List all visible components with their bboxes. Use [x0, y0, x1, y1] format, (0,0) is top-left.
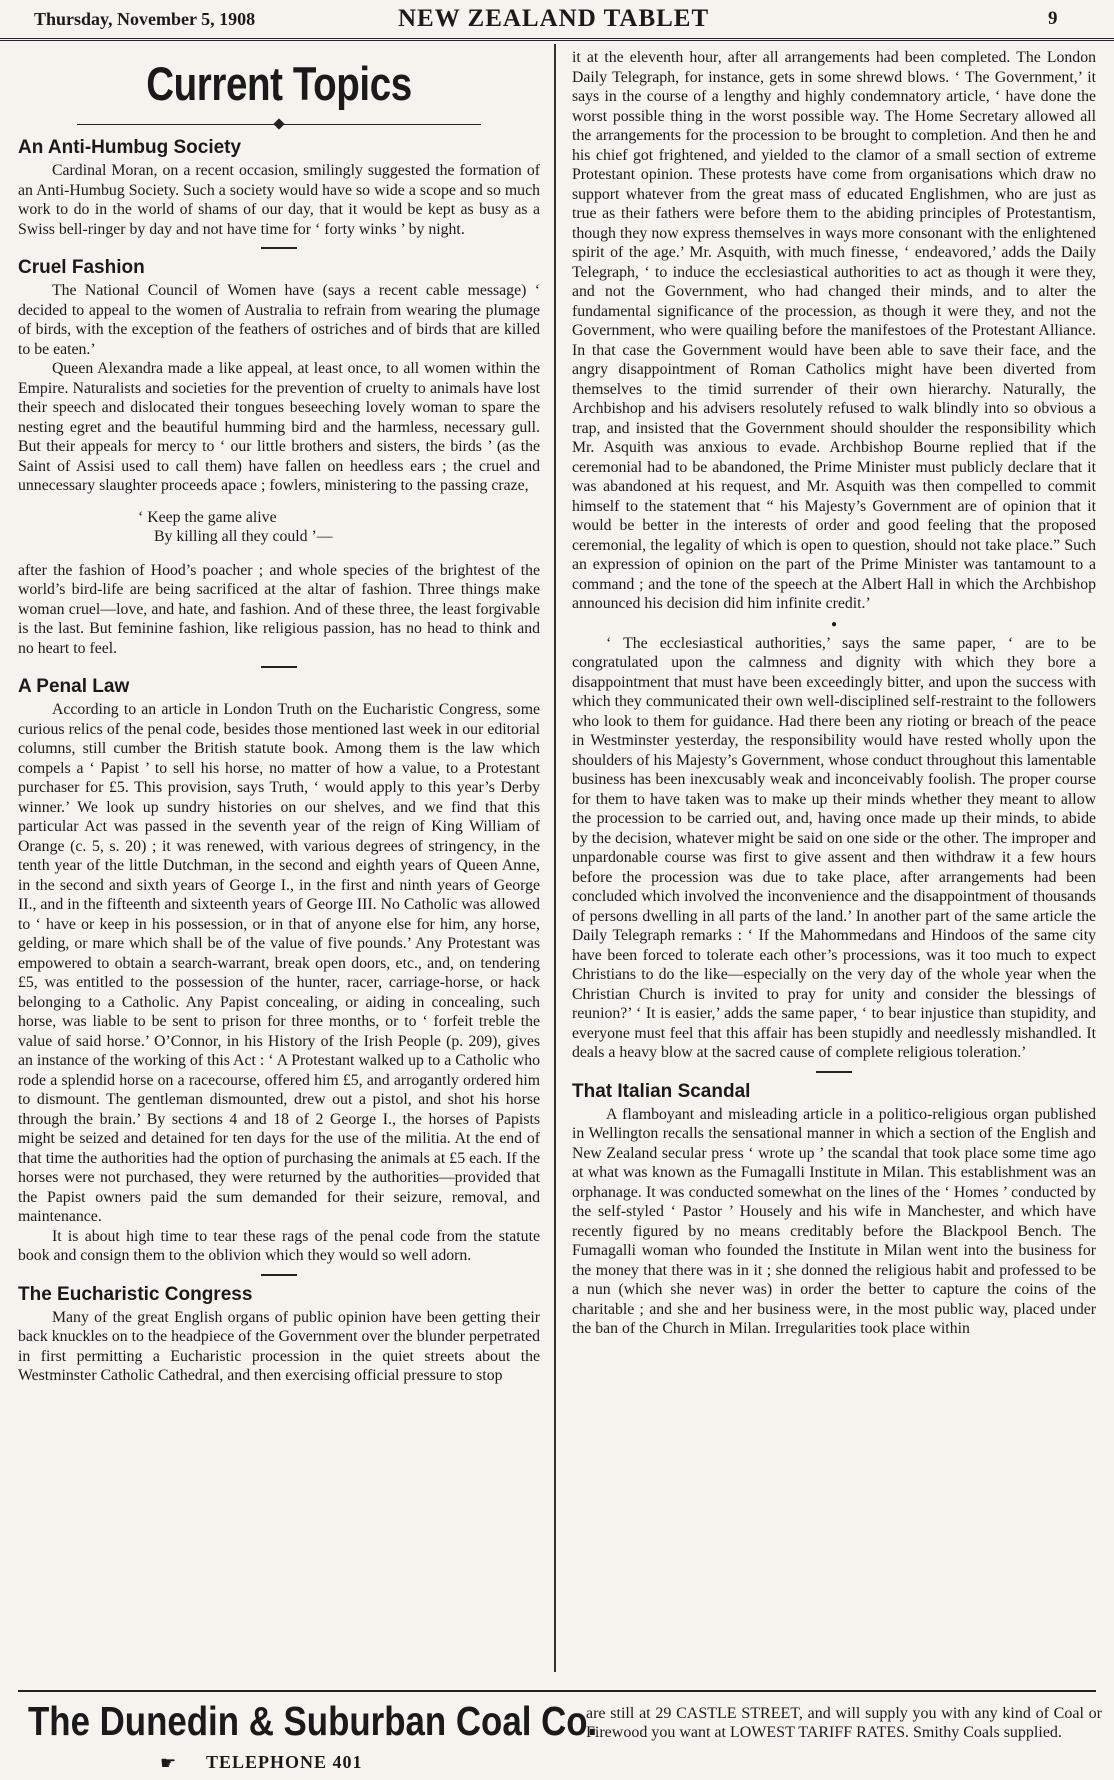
advertisement [0, 1690, 1114, 1780]
article-paragraph: Many of the great English organs of public opinion have been getting their back knuckles on to the headpiece of the Government over the blunder perpetrated in first permitting a Eucharistic procession in the quiet streets about the Westminster Catholic Cathedral, and then exercising official pressure to stop [18, 1308, 540, 1384]
ad-telephone: TELEPHONE 401 [206, 1752, 363, 1772]
verse-line: By killing all they could ’— [154, 528, 333, 545]
section-rule [816, 1071, 852, 1073]
verse-quote [138, 508, 540, 547]
section-rule: ● [830, 618, 838, 630]
article-heading: The Eucharistic Congress [18, 1283, 253, 1305]
article-heading: An Anti-Humbug Society [18, 137, 242, 158]
footer-rule [18, 1690, 1096, 1692]
masthead [0, 0, 1114, 41]
section-rule [261, 247, 297, 249]
article-heading: A Penal Law [18, 676, 130, 697]
article-paragraph: Queen Alexandra made a like appeal, at least once, to all women within the Empire. Naturalists and societies for the prevention of cruelty to animals have lost their speech and dislocated their tongues beseeching lovely woman to spare the nesting egret and the beautiful humming bird and the harmless, necessary gull. But their appeals for mercy to ‘ our little brothers and sisters, the birds ’ (as the Saint of Assisi used to call them) have fallen on heedless ears ; the cruel and unnecessary slaughter proceeds apace ; fowlers, ministering to the passing craze, [18, 360, 540, 494]
column-divider [554, 44, 556, 1672]
article-paragraph: According to an article in London Truth on the Eucharistic Congress, some curious relics of the penal code, besides those mentioned last week in our editorial columns, still cumber the British statute book. Among them is the law which compels a ‘ Papist ’ to sell his horse, no matter of how a value, to a Protestant purchaser for £5. This provision, says Truth, ‘ would apply to this year’s Derby winner.’ We look up sundry histories on our shelves, and we find that this particular Act was passed in the seventh year of the reign of King William of Orange (c. 5, s. 20) ; it was renewed, with various degrees of stringency, in the tenth year of the little Dutchman, in the second and eighth years of Queen Anne, in the second and sixth years of George I., in the first and ninth years of George II., and in the fifteenth and sixteenth years of George III. No Catholic was allowed to ‘ have or keep in his possession, or in that of anyone else for him, any horse, gelding, or mare which shall be of the value of five pounds.’ Any Protestant was empowered to obtain a search-warrant, break open doors, etc., and, on tendering £5, was entitled to the possession of the hunter, racer, carriage-horse, or hack belonging to a Catholic. Any Papist concealing, or aiding in concealing, such horse, was liable to be sent to prison for three months, or to ‘ forfeit treble the value of said horse.’ O’Connor, in his History of the Irish People (p. 209), gives an instance of the working of this Act : ‘ A Protestant walked up to a Catholic who rode a splendid horse on a racecourse, offered him £5, and arrogantly ordered him to dismount. The gentleman dismounted, drew out a pistol, and shot his horse through the brain.’ By sections 4 and 18 of 2 George I., the horses of Papists might be seized and detained for ten days for the use of the militia. At the end of that time the authorities had the option of purchasing the animals at £5 each. If the horses were not purchased, they were returned by the authorities—provided that the Papist owners paid the sum demanded for their seizure, removal, and maintenance. [18, 701, 540, 1225]
ad-company-name: The Dunedin & Suburban Coal Co. [28, 1698, 598, 1744]
right-column [572, 48, 1096, 1668]
paper-name: NEW ZEALAND TABLET [398, 5, 710, 32]
article-paragraph: it at the eleventh hour, after all arrangements had been completed. The London Daily Telegraph, for instance, gets in some shrewd blows. ‘ The Government,’ it says in the course of a lengthy and highly condemnatory article, ‘ have done the worst possible thing in the worst possible way. The Home Secretary allowed all the arrangements for the procession to be brought to completion. And then he and his chief got frightened, and yielded to the clamor of a small section of extreme Protestant opinion. These protests have come from organisations which draw no support whatever from the great mass of educated Englishmen, who are just as true as their fathers were before them to the abiding principles of Protestantism, though they now express themselves in ways more consonant with the enlightened spirit of the age.’ Mr. Asquith, with much finesse, ‘ endeavored,’ adds the Daily Telegraph, ‘ to induce the ecclesiastical authorities to act as though it were they, and not the Government, who had changed their minds, and to alter the fundamental significance of the procession, as though it were they, and not the Government, who were quailing before the manifestoes of the Protestant Alliance. In that case the Government would have been able to save their face, and the angry disappointment of Roman Catholics might have been diverted from themselves to the timid surrender of their own hierarchy. Naturally, the Archbishop and his advisers resolutely refused to walk blindly into so obvious a trap, and insisted that the Government should shoulder the responsibility which Mr. Asquith was anxious to evade. Archbishop Bourne replied that if the ceremonial had to be abandoned, the Prime Minister must publicly declare that it was abandoned at his request, and Mr. Asquith was then compelled to commit himself to the statement that “ his Majesty’s Government are of opinion that it would be better in the interests of order and good feeling that the proposed ceremonial, the legality of which is open to question, should not take place.” Such an expression of opinion on the part of the Prime Minister was tantamount to a command ; and the tone of the speech at the Albert Hall in which the Archbishop announced his decision did him infinite credit.’ [572, 49, 1096, 612]
article-heading: That Italian Scandal [572, 1080, 751, 1102]
article-paragraph: The National Council of Women have (says a recent cable message) ‘ decided to appeal to the women of Australia to refrain from wearing the plumage of birds, with the exception of the feathers of ostriches and of birds that are killed to be eaten.’ [18, 282, 540, 358]
ad-text: are still at 29 CASTLE STREET, and will supply you with any kind of Coal or Firewood you want at LOWEST TARIFF RATES. Smithy Coals supplied. [586, 1705, 1102, 1741]
verse-line: ‘ Keep the game alive [138, 508, 277, 526]
article-paragraph: It is about high time to tear these rags of the penal code from the statute book and consign them to the oblivion which they would so well adorn. [18, 1227, 540, 1264]
section-title: Current Topics [146, 57, 412, 110]
section-rule [261, 666, 297, 668]
left-column [18, 48, 540, 1668]
article-heading: Cruel Fashion [18, 257, 145, 278]
issue-date: Thursday, November 5, 1908 [34, 9, 256, 29]
section-rule [261, 1274, 297, 1276]
article-paragraph: A flamboyant and misleading article in a politico-religious organ published in Wellington recalls the sensational manner in which a section of the English and New Zealand secular press ‘ wrote up ’ the scandal that took place some time ago at what was known as the Fumagalli Institute in Milan. This establishment was an orphanage. It was conducted somewhat on the lines of the ‘ Homes ’ conducted by the self-styled ‘ Pastor ’ Housely and his wife in Manchester, and which have recently figured by no means creditably before the Blackpool Bench. The Fumagalli woman who founded the Institute in Milan went into the business for the money that there was in it ; she donned the religious habit and professed to be a nun (which she never was) in order the better to capture the coins of the charitable ; and she and her business were, in the most public way, placed under the ban of the Church in Milan. Irregularities took place within [572, 1105, 1096, 1337]
article-paragraph: after the fashion of Hood’s poacher ; and whole species of the brightest of the world’s bird-life are being sacrificed at the altar of fashion. Three things make woman cruel—love, and hate, and fashion. And of these three, the least forgivable is the last. But feminine fashion, like religious passion, has no head to think and no heart to feel. [18, 561, 540, 657]
page-number: 9 [1048, 8, 1058, 29]
pointing-hand-icon: ☛ [160, 1753, 177, 1773]
article-paragraph: Cardinal Moran, on a recent occasion, smilingly suggested the formation of an Anti-Humbug Society. Such a society would have so wide a scope and so much work to do in the world of shams of our day, that it would be kept as busy as a Swiss bell-ringer by day and not have time for ‘ forty winks ’ by night. [18, 162, 540, 238]
ornamental-rule [18, 117, 540, 129]
article-paragraph: ‘ The ecclesiastical authorities,’ says the same paper, ‘ are to be congratulated upon the calmness and dignity with which they bore a disappointment that must have been exceedingly bitter, and upon the success with which they communicated their own well-disciplined self-restraint to the followers who look to them for guidance. Had there been any rioting or breach of the peace in Westminster yesterday, the responsibility would have rested wholly upon the shoulders of his Majesty’s Government, whose conduct throughout this lamentable business has been inexcusably weak and inconceivably foolish. The proper course for them to have taken was to make up their minds whether they meant to allow the procession to be carried out, and, having once made up their minds, to abide by the decision, whatever might be said on one side or the other. The improper and unpardonable course was first to give assent and then withdraw it a few hours before the procession was due to take place, after arrangements had been concluded which involved the inconvenience and the disappointment of thousands of persons dwelling in all parts of the land.’ In another part of the same article the Daily Telegraph remarks : ‘ If the Mahommedans and Hindoos of the same city have been forced to tolerate each other’s processions, was it too much to expect Christians to do the like—especially on the very day of the whole year when the Christian Church is invited to pray for unity and consider the blessings of reunion?’ ‘ It is easier,’ adds the same paper, ‘ to bear injustice than stupidity, and everyone must feel that this affair has been stupidly and needlessly mishandled. It deals a heavy blow at the sacred cause of complete religious toleration.’ [572, 634, 1096, 1061]
